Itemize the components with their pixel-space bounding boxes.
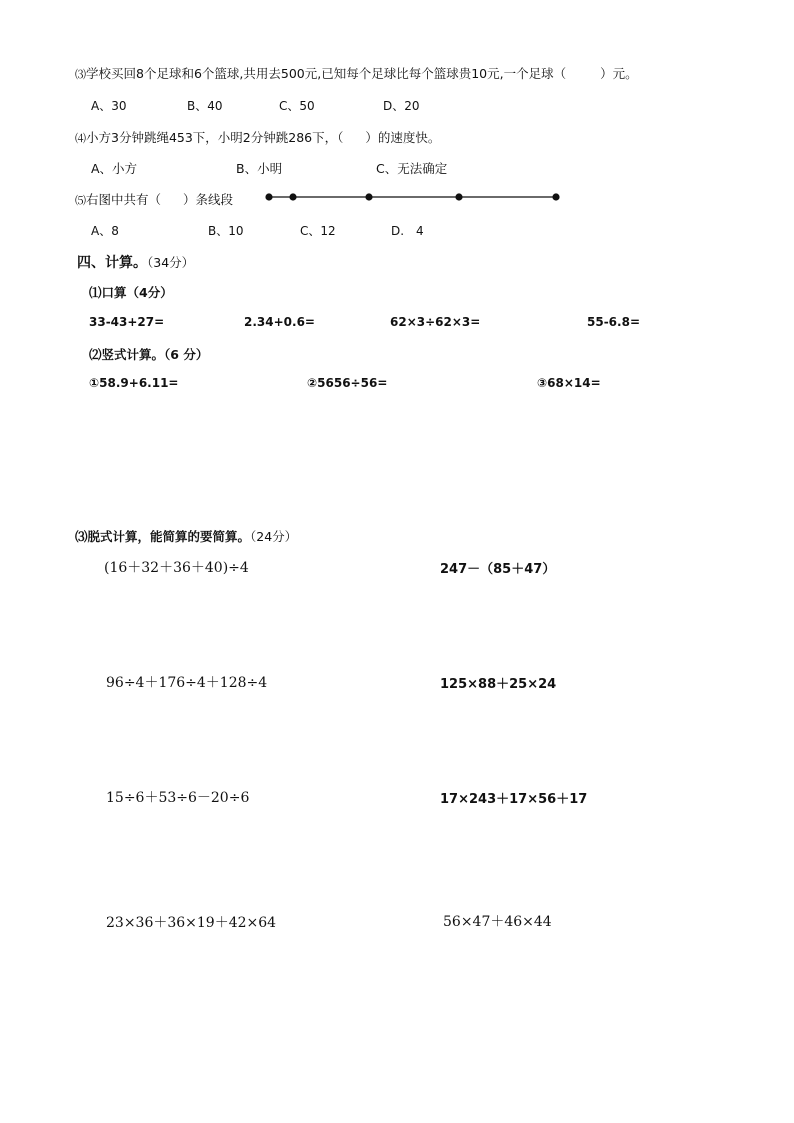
vertical-calc-item: ③68×14= (537, 376, 601, 390)
part-2-heading (89, 345, 208, 363)
option-c: C、12 (300, 224, 336, 238)
question-text-end: ）元。 (600, 66, 638, 81)
segment-point (289, 193, 296, 200)
part-title: ⑴口算 (89, 285, 127, 300)
question-text-end: ）条线段 (183, 192, 234, 207)
option-d: D、20 (383, 99, 420, 113)
part-3-heading (75, 527, 297, 545)
part-score: （6 分） (164, 347, 209, 362)
section-score: （34分） (147, 255, 195, 270)
part-1-heading (89, 283, 173, 301)
option-b: B、小明 (236, 161, 283, 176)
vertical-calc-item: ②5656÷56= (307, 376, 388, 390)
expression-6: 17×243＋17×56＋17 (440, 792, 588, 807)
question-number: ⑷ (75, 132, 86, 145)
expression-7: 23×36＋36×19＋42×64 (106, 915, 277, 931)
part-score: （24分） (250, 529, 298, 544)
vertical-calc-item: ①58.9+6.11= (89, 376, 179, 390)
question-3 (75, 64, 638, 82)
question-text: 小方3分钟跳绳453下，小明2分钟跳286下，（ (86, 130, 344, 145)
option-b: B、40 (187, 99, 223, 113)
expression-3: 96÷4＋176÷4＋128÷4 (106, 675, 268, 691)
question-number: ⑶ (75, 68, 86, 81)
expression-5: 15÷6＋53÷6－20÷6 (106, 790, 250, 806)
question-text-end: ）的速度快。 (365, 130, 441, 145)
expression-1: (16＋32＋36＋40)÷4 (104, 560, 249, 576)
mental-calc-item: 55-6.8= (587, 315, 640, 329)
expression-8: 56×47＋46×44 (443, 914, 552, 930)
expression-4: 125×88＋25×24 (440, 677, 557, 692)
option-a: A、30 (91, 99, 127, 113)
mental-calc-item: 33-43+27= (89, 315, 165, 329)
option-d: D. 4 (391, 224, 424, 238)
part-title: ⑵竖式计算。 (89, 347, 165, 362)
segment-point (365, 193, 372, 200)
option-c: C、无法确定 (376, 161, 448, 176)
segment-point (455, 193, 462, 200)
expression-2: 247－（85＋47） (440, 562, 556, 577)
segment-point (265, 193, 272, 200)
option-a: A、小方 (91, 161, 138, 176)
option-a: A、8 (91, 224, 119, 238)
question-text: 学校买回8个足球和6个篮球,共用去500元,已知每个足球比每个篮球贵10元,一个足球（ (86, 66, 567, 81)
part-title: ⑶脱式计算，能简算的要简算。 (75, 529, 251, 544)
section-title: 四、计算。 (77, 255, 147, 271)
option-c: C、50 (279, 99, 315, 113)
question-number: ⑸ (75, 194, 86, 207)
question-5 (75, 190, 233, 208)
segment-point (552, 193, 559, 200)
line-segment-figure (262, 189, 562, 205)
section-heading (77, 252, 194, 272)
option-b: B、10 (208, 224, 244, 238)
question-text: 右图中共有（ (86, 192, 162, 207)
part-score: （4分） (126, 285, 173, 300)
question-4 (75, 128, 440, 146)
mental-calc-item: 62×3÷62×3= (390, 315, 481, 329)
mental-calc-item: 2.34+0.6= (244, 315, 315, 329)
